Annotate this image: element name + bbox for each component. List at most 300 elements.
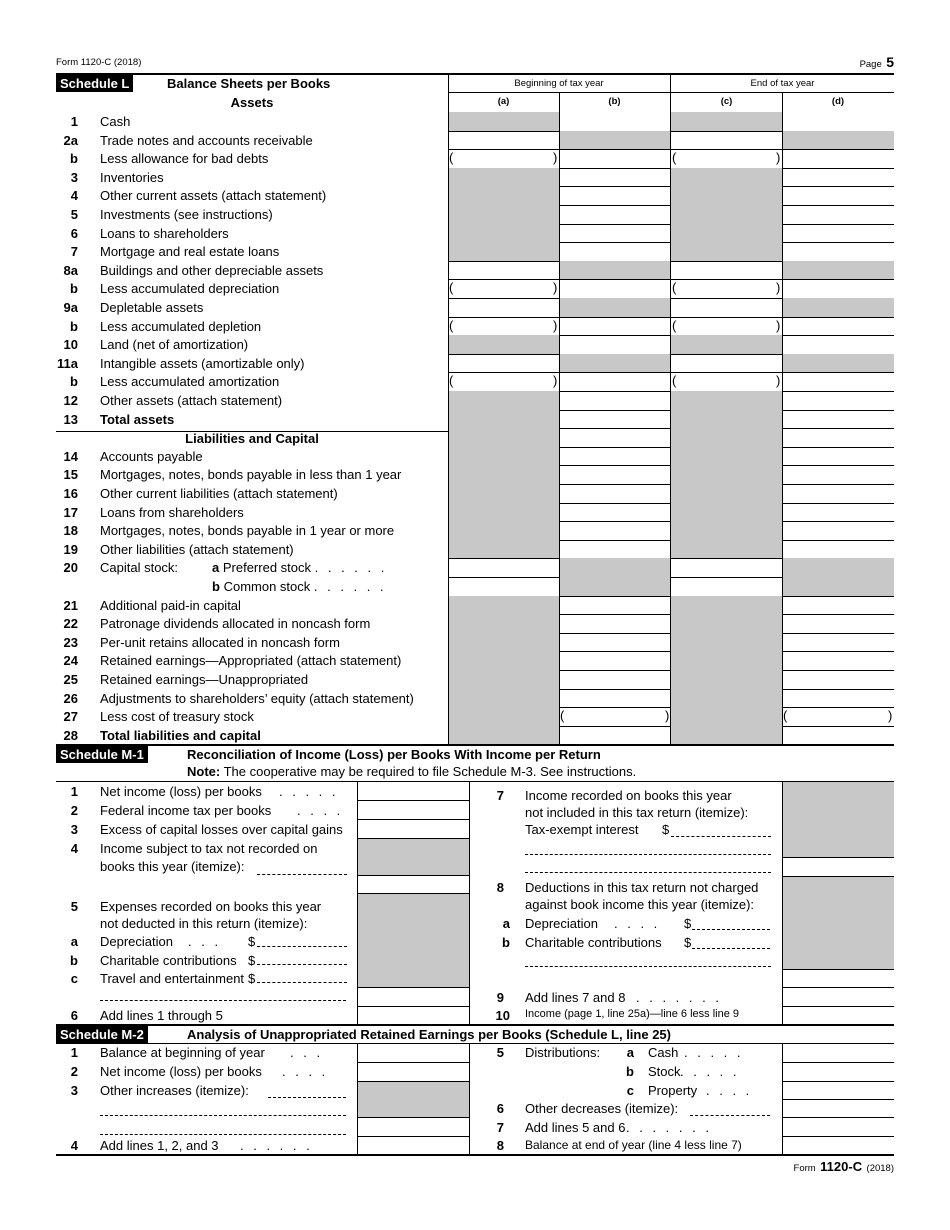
leader-dots: . . . . <box>297 803 344 818</box>
amount-field[interactable] <box>561 671 669 688</box>
schedule-m1-tag: Schedule M-1 <box>56 746 148 763</box>
shaded-cell <box>559 131 671 150</box>
amount-field[interactable] <box>784 541 892 558</box>
line-number: b <box>626 1064 634 1079</box>
leader-dots: . . . <box>188 934 222 949</box>
amount-field[interactable] <box>784 652 892 669</box>
col-divider <box>782 92 783 744</box>
amount-field[interactable] <box>784 522 892 539</box>
line-number: 7 <box>496 1120 504 1135</box>
shaded-cell <box>448 112 559 131</box>
page-number: 5 <box>886 54 894 70</box>
itemize-line[interactable] <box>257 964 347 965</box>
itemize-line[interactable] <box>671 836 771 837</box>
shaded-cell <box>448 168 559 187</box>
row20-b-dots: . . . . . . <box>313 579 387 594</box>
itemize-line[interactable] <box>100 1000 346 1001</box>
line-number: b <box>502 935 510 950</box>
note-text: The cooperative may be required to file Schedule M-3. See instructions. <box>223 764 637 779</box>
schedule-m1-title: Reconciliation of Income (Loss) per Books With Income per Return <box>187 747 601 762</box>
amount-field[interactable] <box>450 299 557 316</box>
paren-open: ( <box>560 708 565 724</box>
amount-field[interactable] <box>450 559 557 576</box>
amount-field[interactable] <box>561 615 669 632</box>
row20-a-letter: a <box>212 560 220 575</box>
amount-field[interactable] <box>784 373 892 390</box>
line-label: Less accumulated depreciation <box>100 281 280 297</box>
line-label: Mortgage and real estate loans <box>100 244 280 260</box>
itemize-line[interactable] <box>525 854 771 855</box>
leader-dots: . . . . <box>282 1064 329 1079</box>
dollar-sign: $ <box>684 916 692 931</box>
line-number: b <box>70 374 78 390</box>
shaded-cell <box>448 596 559 615</box>
shaded-cell <box>448 503 559 522</box>
line-number: 1 <box>70 1045 78 1060</box>
line-label: Balance at beginning of year <box>100 1045 265 1060</box>
line-number: 10 <box>63 337 78 353</box>
line-label: Adjustments to shareholders’ equity (attach statement) <box>100 690 414 706</box>
itemize-line[interactable] <box>690 1115 770 1116</box>
footer-form-year: (2018) <box>866 1163 894 1174</box>
row-rule <box>782 969 894 970</box>
line-label: Add lines 1 through 5 <box>100 1008 223 1023</box>
itemize-line[interactable] <box>525 872 771 873</box>
amount-field[interactable] <box>785 971 892 986</box>
line-number: a <box>502 916 510 931</box>
itemize-line[interactable] <box>692 929 770 930</box>
shaded-cell <box>671 112 782 131</box>
amount-field[interactable] <box>561 113 669 130</box>
paren-close: ) <box>553 317 558 333</box>
row20-a-dots: . . . . . . <box>314 560 388 575</box>
shaded-cell <box>448 428 559 447</box>
shaded-cell <box>671 596 782 615</box>
amount-field[interactable] <box>784 671 892 688</box>
schedule-m2-tag: Schedule M-2 <box>56 1026 148 1043</box>
shaded-cell <box>671 521 782 540</box>
line-label: Capital stock: <box>100 560 179 576</box>
amount-field[interactable] <box>561 690 669 707</box>
leader-dots: . . . <box>290 1045 324 1060</box>
shaded-cell <box>671 614 782 633</box>
amount-field[interactable] <box>561 634 669 651</box>
liabilities-heading: Liabilities and Capital <box>185 431 319 446</box>
amount-field[interactable] <box>561 504 669 521</box>
shaded-cell <box>671 447 782 466</box>
shaded-cell <box>671 484 782 503</box>
amount-field[interactable] <box>784 392 892 409</box>
leader-dots: . . . . . <box>680 1064 740 1079</box>
amount-field[interactable] <box>784 504 892 521</box>
amount-field[interactable] <box>561 597 669 614</box>
line-label: Expenses recorded on books this year <box>100 899 322 914</box>
amount-field[interactable] <box>784 318 892 335</box>
amount-field[interactable] <box>360 802 467 818</box>
line-label: Balance at end of year (line 4 less line 7) <box>525 1138 742 1152</box>
schedule-l-title: Balance Sheets per Books <box>167 76 331 91</box>
paren-close: ) <box>888 708 893 724</box>
amount-field[interactable] <box>360 783 467 799</box>
line-label: Tax-exempt interest <box>525 822 639 837</box>
amount-field[interactable] <box>673 355 780 372</box>
shaded-cell <box>448 521 559 540</box>
line-label: Depletable assets <box>100 300 204 315</box>
line-label: Add lines 5 and 6 <box>525 1120 626 1135</box>
line-label: Less accumulated depletion <box>100 318 262 334</box>
line-number: 20 <box>63 560 78 576</box>
line-number: c <box>626 1083 634 1098</box>
line-number: 4 <box>70 188 78 204</box>
line-label: Less accumulated amortization <box>100 374 280 390</box>
line-label: Depreciation <box>100 934 173 949</box>
paren-open: ( <box>672 373 677 389</box>
itemize-line[interactable] <box>692 948 770 949</box>
line-label: Income (page 1, line 25a)—line 6 less line 9 <box>525 1008 740 1020</box>
col-c-header: (c) <box>720 96 733 107</box>
line-label: Trade notes and accounts receivable <box>100 132 313 148</box>
shaded-cell <box>448 242 559 261</box>
line-label: Cash <box>100 114 131 129</box>
col-divider <box>448 75 449 744</box>
amount-field[interactable] <box>673 373 780 390</box>
line-number: 22 <box>63 616 78 632</box>
col-header-rule <box>448 92 894 93</box>
amount-field[interactable] <box>784 169 892 186</box>
row20-a <box>212 560 387 575</box>
line-number: 9a <box>63 300 78 315</box>
shaded-cell <box>671 670 782 689</box>
end-of-year-header: End of tax year <box>750 78 815 89</box>
shaded-cell <box>448 410 559 429</box>
row-rule <box>357 838 469 839</box>
amount-field[interactable] <box>360 1045 467 1061</box>
amount-field[interactable] <box>673 132 780 149</box>
amount-field[interactable] <box>561 225 669 242</box>
line-number: b <box>70 953 78 968</box>
amount-field[interactable] <box>785 1137 892 1153</box>
shaded-cell <box>671 391 782 410</box>
amount-field[interactable] <box>360 1063 467 1079</box>
shaded-cell <box>358 839 469 875</box>
amount-field[interactable] <box>450 373 557 390</box>
amount-field[interactable] <box>450 132 557 149</box>
amount-field[interactable] <box>784 206 892 223</box>
amount-field[interactable] <box>450 150 557 167</box>
paren-close: ) <box>553 280 558 296</box>
leader-dots: . . . . . <box>684 1045 744 1060</box>
line-label: Buildings and other depreciable assets <box>100 262 324 278</box>
line-number: a <box>626 1045 634 1060</box>
dollar-sign: $ <box>684 935 692 950</box>
col-a-header: (a) <box>497 96 510 107</box>
line-number: a <box>70 934 78 949</box>
amount-field[interactable] <box>784 485 892 502</box>
line-number: 2 <box>70 803 78 818</box>
amount-field[interactable] <box>561 336 669 353</box>
shaded-cell <box>671 651 782 670</box>
leader-dots: . . . . . . . <box>626 1120 712 1135</box>
line-number: 11a <box>57 355 78 371</box>
amount-field[interactable] <box>784 634 892 651</box>
row-rule <box>782 1006 894 1007</box>
paren-close: ) <box>665 708 670 724</box>
form-footer <box>794 1158 894 1176</box>
paren-open: ( <box>449 373 454 389</box>
itemize-line[interactable] <box>257 946 347 947</box>
line-number: c <box>70 971 78 986</box>
amount-field[interactable] <box>561 373 669 390</box>
amount-field[interactable] <box>784 429 892 446</box>
amount-field[interactable] <box>561 652 669 669</box>
amount-field[interactable] <box>450 318 557 335</box>
line-label: Deductions in this tax return not charged <box>525 880 759 895</box>
amount-field[interactable] <box>450 355 557 372</box>
line-number: 23 <box>63 634 78 650</box>
amount-field[interactable] <box>785 1063 892 1079</box>
line-label: Retained earnings—Unappropriated <box>100 672 309 687</box>
schedule-m1-note <box>187 764 636 779</box>
line-number: 7 <box>496 788 504 803</box>
line-number: 5 <box>70 207 78 222</box>
amount-field[interactable] <box>561 206 669 223</box>
line-label: Federal income tax per books <box>100 803 272 818</box>
amount-field[interactable] <box>561 187 669 204</box>
itemize-line[interactable] <box>525 966 771 967</box>
shaded-cell <box>448 707 559 726</box>
line-label: Property <box>648 1083 698 1098</box>
shaded-cell <box>671 410 782 429</box>
line-number: 13 <box>63 411 78 427</box>
amount-field[interactable] <box>561 392 669 409</box>
amount-field[interactable] <box>784 336 892 353</box>
col-b-header: (b) <box>608 96 621 107</box>
amount-field[interactable] <box>561 727 669 744</box>
shaded-cell <box>671 428 782 447</box>
line-number: 8 <box>496 1138 504 1153</box>
paren-close: ) <box>776 280 781 296</box>
amount-field[interactable] <box>360 877 467 892</box>
amount-field[interactable] <box>450 578 557 595</box>
amount-field[interactable] <box>784 243 892 260</box>
shaded-cell <box>448 689 559 708</box>
dollar-sign: $ <box>248 934 256 949</box>
row-rule <box>782 857 894 858</box>
row-rule <box>357 1006 469 1007</box>
amount-field[interactable] <box>673 559 780 576</box>
line-label: Excess of capital losses over capital gains <box>100 822 343 837</box>
amount-field[interactable] <box>673 280 780 297</box>
line-label: Distributions: <box>525 1045 601 1060</box>
shaded-cell <box>448 205 559 224</box>
amount-field[interactable] <box>784 727 892 744</box>
line-label: Total liabilities and capital <box>100 727 261 743</box>
line-number: 12 <box>63 393 78 408</box>
beginning-of-year-header: Beginning of tax year <box>514 78 604 89</box>
paren-close: ) <box>553 150 558 166</box>
amount-field[interactable] <box>561 411 669 428</box>
amount-field[interactable] <box>561 280 669 297</box>
line-number: 1 <box>70 114 78 129</box>
amount-field[interactable] <box>561 429 669 446</box>
line-label: Charitable contributions <box>100 953 237 968</box>
amount-field[interactable] <box>360 989 467 1004</box>
row-rule <box>782 987 894 988</box>
amount-field[interactable] <box>784 466 892 483</box>
m2-header-rule <box>56 1043 894 1044</box>
footer-form-prefix: Form <box>793 1163 816 1174</box>
amount-field[interactable] <box>360 1118 467 1134</box>
shaded-cell <box>448 614 559 633</box>
m1-header-rule <box>56 781 894 782</box>
line-label: Depreciation <box>525 916 598 931</box>
shaded-cell <box>671 540 782 559</box>
line-label: Less allowance for bad debts <box>100 151 269 167</box>
amount-field[interactable] <box>784 597 892 614</box>
row-rule <box>357 893 469 894</box>
amount-field[interactable] <box>673 150 780 167</box>
line-label: Inventories <box>100 169 164 185</box>
schedule-m2-title: Analysis of Unappropriated Retained Earnings per Books (Schedule L, line 25) <box>187 1027 671 1042</box>
amount-field[interactable] <box>784 225 892 242</box>
amount-field[interactable] <box>785 1008 892 1023</box>
row20-b <box>212 579 387 594</box>
amount-field[interactable] <box>561 541 669 558</box>
line-label: Other current liabilities (attach statement) <box>100 486 338 501</box>
shaded-cell <box>671 689 782 708</box>
itemize-line[interactable] <box>257 874 347 875</box>
row-rule <box>357 875 469 876</box>
line-label: Stock <box>648 1064 681 1079</box>
amount-field[interactable] <box>561 466 669 483</box>
line-label: Income recorded on books this year <box>525 788 732 803</box>
line-number: 18 <box>63 523 78 539</box>
line-number: b <box>70 281 78 297</box>
amount-field[interactable] <box>784 113 892 130</box>
col-divider <box>670 75 671 744</box>
amount-field[interactable] <box>561 150 669 167</box>
shaded-cell <box>559 354 671 373</box>
shaded-cell <box>448 391 559 410</box>
shaded-cell <box>782 261 894 280</box>
amount-field[interactable] <box>784 708 892 725</box>
line-number: 3 <box>70 169 78 185</box>
amount-field[interactable] <box>784 615 892 632</box>
line-label: Total assets <box>100 411 175 427</box>
line-number: 28 <box>63 727 78 743</box>
shaded-cell <box>448 484 559 503</box>
shaded-cell <box>448 224 559 243</box>
amount-field[interactable] <box>784 411 892 428</box>
amount-field[interactable] <box>561 243 669 260</box>
line-label: Per-unit retains allocated in noncash form <box>100 634 340 650</box>
amount-field[interactable] <box>785 1045 892 1061</box>
assets-heading: Assets <box>230 95 274 110</box>
amount-field[interactable] <box>785 989 892 1004</box>
line-number: 4 <box>70 841 78 856</box>
line-label: against book income this year (itemize): <box>525 897 755 912</box>
amount-field[interactable] <box>561 318 669 335</box>
dollar-sign: $ <box>248 971 256 986</box>
amount-field[interactable] <box>360 1137 467 1153</box>
amount-field[interactable] <box>673 262 780 279</box>
shaded-cell <box>671 503 782 522</box>
line-label: Less cost of treasury stock <box>100 709 254 725</box>
shaded-cell <box>671 224 782 243</box>
line-number: 10 <box>495 1008 510 1023</box>
line-label: Add lines 7 and 8 <box>525 990 626 1005</box>
amount-field[interactable] <box>785 1118 892 1134</box>
line-number: 16 <box>63 486 78 501</box>
paren-close: ) <box>776 150 781 166</box>
amount-field[interactable] <box>673 318 780 335</box>
amount-field[interactable] <box>784 280 892 297</box>
row-rule <box>357 800 469 801</box>
line-label: Loans from shareholders <box>100 504 244 520</box>
line-number: 27 <box>63 709 78 725</box>
shaded-cell <box>671 465 782 484</box>
shaded-cell <box>448 540 559 559</box>
paren-close: ) <box>553 373 558 389</box>
line-number: 21 <box>63 597 78 613</box>
row-rule <box>357 1081 469 1082</box>
amount-field[interactable] <box>450 280 557 297</box>
amount-field[interactable] <box>360 821 467 837</box>
paren-open: ( <box>783 708 788 724</box>
line-label: Other liabilities (attach statement) <box>100 541 294 557</box>
shaded-cell <box>559 261 671 280</box>
amount-field[interactable] <box>561 708 669 725</box>
col-divider <box>559 92 560 744</box>
shaded-cell <box>783 876 894 969</box>
row20-a-label: Preferred stock <box>222 560 312 575</box>
itemize-line[interactable] <box>257 982 347 983</box>
row-rule <box>357 987 469 988</box>
amount-field[interactable] <box>785 1082 892 1098</box>
bottom-rule <box>56 1154 894 1156</box>
row20-b-label: Common stock <box>223 579 311 594</box>
line-label: Net income (loss) per books <box>100 1064 262 1079</box>
amount-field[interactable] <box>450 262 557 279</box>
amount-field[interactable] <box>785 1100 892 1116</box>
note-label: Note: <box>187 764 221 779</box>
amount-field[interactable] <box>673 299 780 316</box>
line-number: 24 <box>63 653 78 669</box>
shaded-cell <box>448 651 559 670</box>
itemize-line[interactable] <box>100 1134 346 1135</box>
line-number: 3 <box>70 1083 78 1098</box>
amount-field[interactable] <box>673 578 780 595</box>
line-number: 8 <box>496 880 504 895</box>
itemize-line[interactable] <box>268 1097 346 1098</box>
line-number: 5 <box>496 1045 504 1060</box>
amount-field[interactable] <box>784 150 892 167</box>
shaded-cell <box>671 242 782 261</box>
line-number: 17 <box>63 504 78 520</box>
amount-field[interactable] <box>561 448 669 465</box>
line-label: Retained earnings—Appropriated (attach statement) <box>100 653 402 669</box>
amount-field[interactable] <box>561 522 669 539</box>
line-number: 19 <box>63 541 78 557</box>
paren-open: ( <box>449 317 454 333</box>
amount-field[interactable] <box>784 448 892 465</box>
itemize-line[interactable] <box>100 1115 346 1116</box>
amount-field[interactable] <box>784 187 892 204</box>
amount-field[interactable] <box>784 690 892 707</box>
shaded-cell <box>358 1081 469 1117</box>
amount-field[interactable] <box>561 485 669 502</box>
amount-field[interactable] <box>561 169 669 186</box>
